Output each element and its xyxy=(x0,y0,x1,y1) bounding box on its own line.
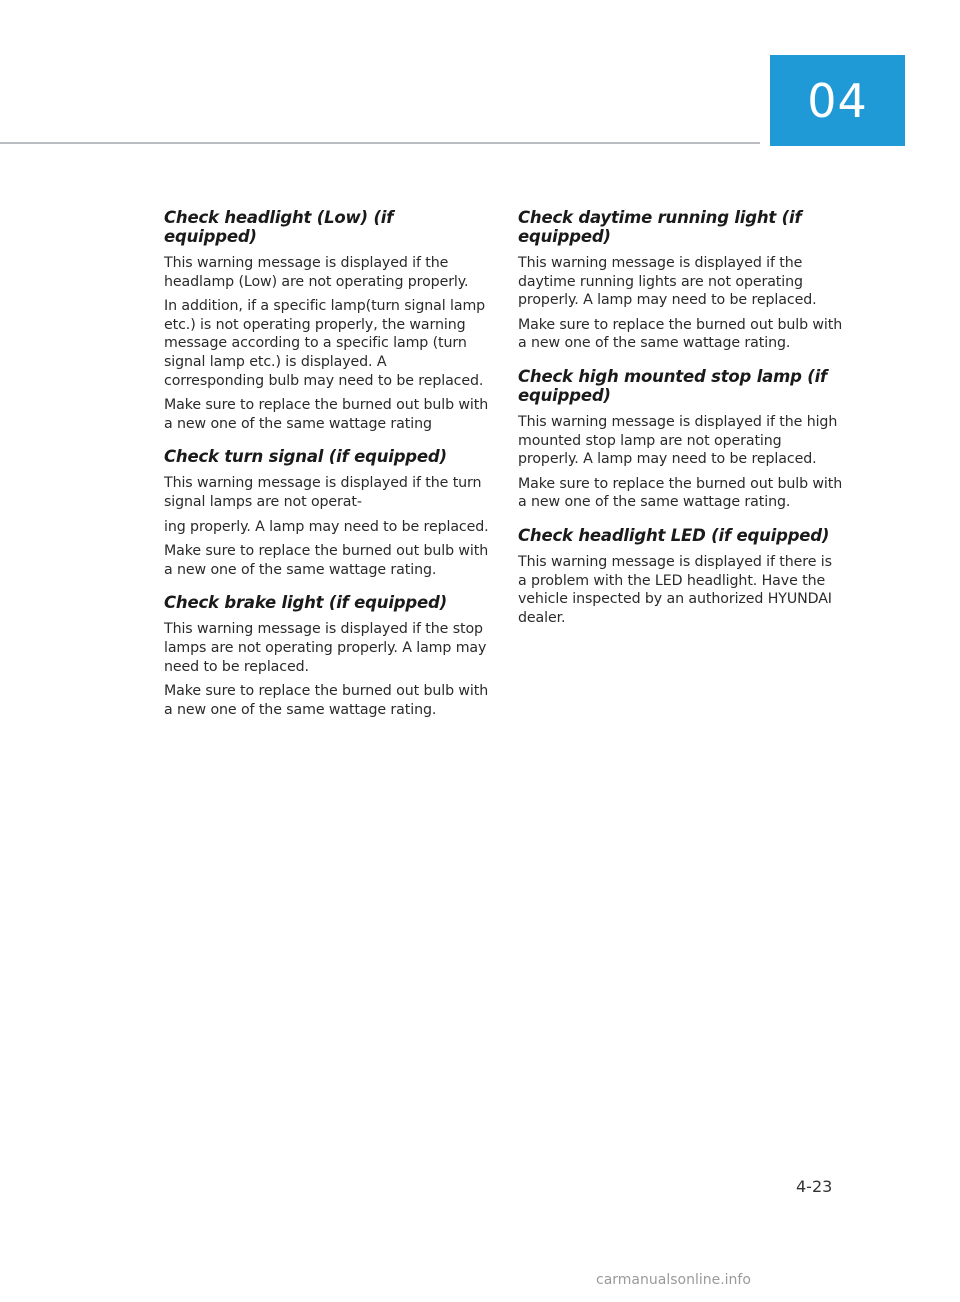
paragraph: In addition, if a specific lamp(turn signal lamp etc.) is not operating properly, the warning message according to a specific lamp (turn signal lamp etc.) is displayed. A corresponding bulb may need to be replaced. xyxy=(164,298,486,389)
left-column xyxy=(164,208,490,733)
section-heading: Check turn signal (if equipped) xyxy=(164,447,447,467)
paragraph: This warning message is displayed if there is a problem with the LED headlight. Have the vehicle inspected by an authorized HYUNDAI dealer. xyxy=(518,553,832,626)
section-heading: Check brake light (if equipped) xyxy=(164,593,447,613)
paragraph: Make sure to replace the burned out bulb with a new one of the same wattage rating. xyxy=(518,316,843,352)
section-heading: Check headlight (Low) (if equipped) xyxy=(164,208,394,246)
paragraph: Make sure to replace the burned out bulb with a new one of the same wattage rating. xyxy=(164,683,489,718)
section-heading: Check high mounted stop lamp (if equipped) xyxy=(518,366,828,405)
section-headlight-low xyxy=(164,208,490,433)
section-turn-signal xyxy=(164,447,490,579)
paragraph: Make sure to replace the burned out bulb with a new one of the same wattage rating. xyxy=(164,543,489,578)
page-number: 4-23 xyxy=(796,1177,833,1196)
section-heading: Check daytime running light (if equipped) xyxy=(518,208,802,246)
paragraph: This warning message is displayed if the headlamp (Low) are not operating properly. xyxy=(164,255,469,290)
section-brake-light xyxy=(164,593,490,719)
section-high-mounted-stop-lamp xyxy=(518,367,844,512)
section-heading: Check headlight LED (if equipped) xyxy=(518,525,830,545)
section-headlight-led xyxy=(518,526,844,627)
section-daytime-running-light xyxy=(518,208,844,353)
footer-watermark-link[interactable]: carmanualsonline.info xyxy=(596,1272,751,1288)
chapter-tab: 04 xyxy=(770,55,905,146)
paragraph: This warning message is displayed if the high mounted stop lamp are not operating properly. A lamp may need to be replaced. xyxy=(518,413,838,468)
header-rule xyxy=(0,142,760,144)
paragraph: This warning message is displayed if the turn signal lamps are not operat- xyxy=(164,475,482,510)
paragraph: Make sure to replace the burned out bulb with a new one of the same wattage rating. xyxy=(518,475,843,511)
paragraph: This warning message is displayed if the stop lamps are not operating properly. A lamp may need to be replaced. xyxy=(164,621,487,675)
paragraph: This warning message is displayed if the daytime running lights are not operating properly. A lamp may need to be replaced. xyxy=(518,255,817,309)
paragraph: Make sure to replace the burned out bulb with a new one of the same wattage rating xyxy=(164,397,489,432)
paragraph: ing properly. A lamp may need to be replaced. xyxy=(164,518,489,535)
right-column xyxy=(518,208,844,641)
